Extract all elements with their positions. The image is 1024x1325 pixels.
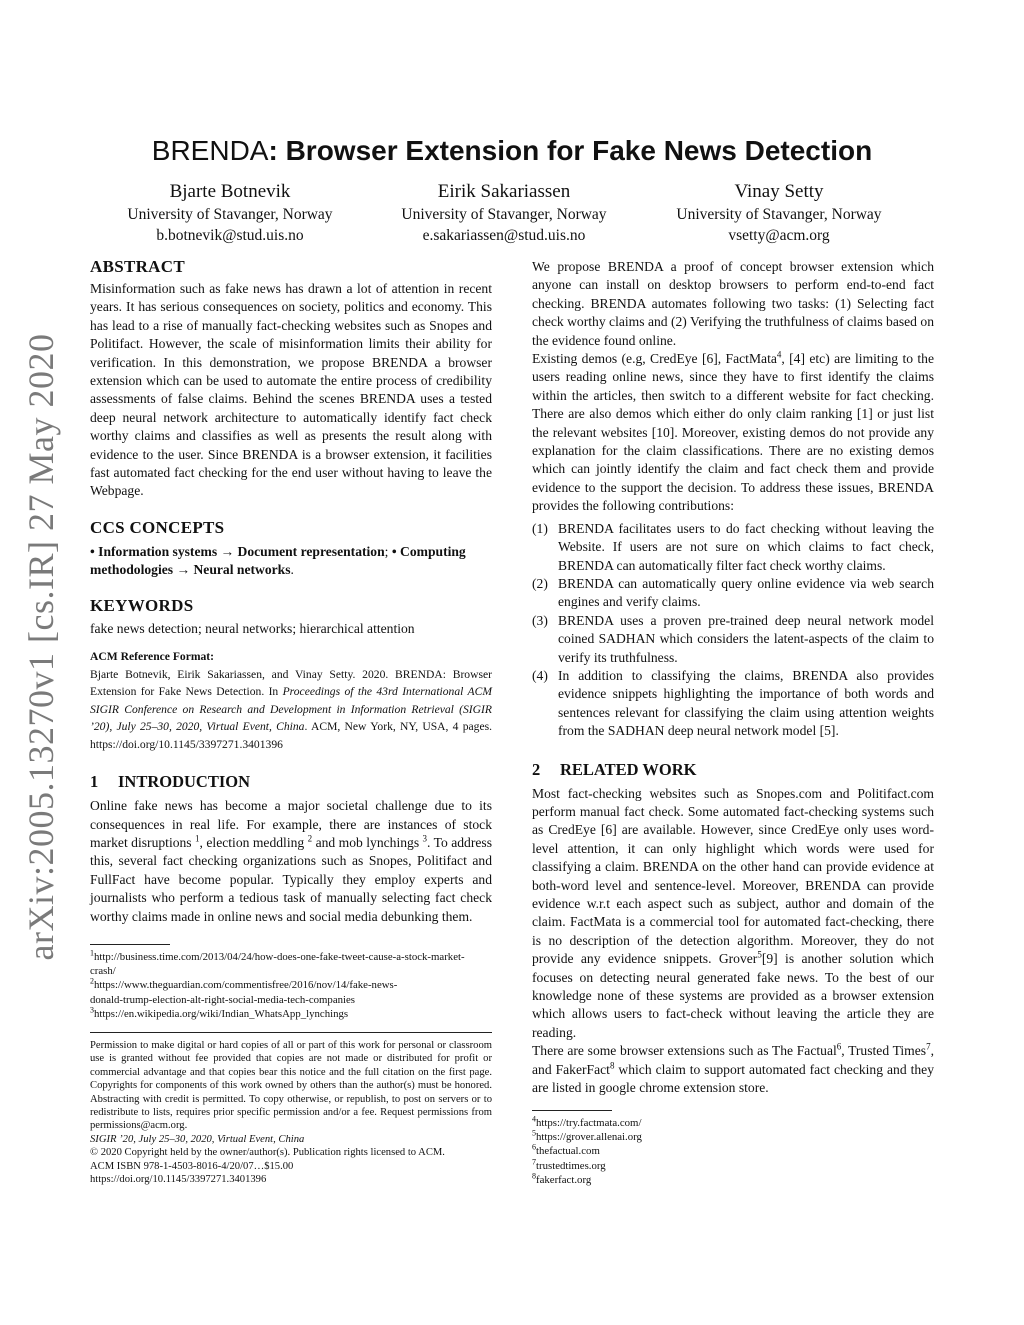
author-block-2 — [354, 180, 654, 246]
permission-isbn: ACM ISBN 978-1-4503-8016-4/20/07…$15.00 — [90, 1160, 294, 1172]
footnote: $^8$fakerfact.org — [532, 1171, 592, 1186]
list-item: (3) BRENDA uses a proven pre-trained deep neural network model coined SADHAN which considers the latent-aspects of the claim to verify its truthfulness. — [532, 612, 934, 665]
footnote: $^6$thefactual.com — [532, 1142, 600, 1158]
intro-paragraph: Online fake news has become a major societal challenge due to its consequences in real life. For example, there are instances of stock market disruptions $^1$, election meddling $^2$ and mob lynchings $^3$. To address this, several fact checking organizations such as Snopes, Politifact and FullFact have become popular. Typically they employ experts and journalists who perform a tedious task of manually selecting fact check worthy claims made in online news and social media debunking them. — [90, 798, 492, 924]
right-footnotes — [532, 1116, 934, 1187]
title-system-name: BRENDA — [151, 135, 269, 166]
list-item: (2) BRENDA can automatically query online evidence via web search engines and verify claims. — [532, 575, 934, 610]
abstract-heading: ABSTRACT — [90, 257, 185, 276]
list-item: (4) In addition to classifying the claims, BRENDA also provides evidence snippets highlighting the importance of both words and sentences relevant for classifying the claim using attention weights from the SADHAN deep neural network model [5]. — [532, 667, 934, 739]
author-affiliation: University of Stavanger, Norway — [127, 206, 333, 223]
right-column — [532, 258, 934, 1097]
permission-rule — [90, 1032, 492, 1033]
ccs-heading: CCS CONCEPTS — [90, 517, 225, 537]
footnote: $^3$https://en.wikipedia.org/wiki/Indian_WhatsApp_lynchings — [90, 1005, 349, 1020]
author-block-1 — [80, 180, 380, 246]
right-paragraph-1: We propose BRENDA a proof of concept browser extension which anyone can install on desktop browsers to perform end-to-end fact checking. BRENDA automates following two tasks: (1) Selecting fact check worthy claims and (2) Verifying the truthfulness of claims based on the evidence found online. — [532, 259, 934, 348]
footnote: $^2$https://www.theguardian.com/commentisfree/2016/nov/14/fake-news-donald-trump-election-alt-right-social-media-tech-companies — [90, 976, 398, 1006]
author-name: Bjarte Botnevik — [169, 181, 291, 202]
left-column — [90, 256, 492, 926]
permission-text: Permission to make digital or hard copies of all or part of this work for personal or classroom use is granted without fee provided that copies are not made or distributed for profit or commercial advantage and that copies bear this notice and the full citation on the first page. Copyrights for components of this work owned by others than the author(s) must be honored. Abstracting with credit is permitted. To copy otherwise, or republish, to post on servers or to redistribute to lists, requires prior specific permission and/or a fee. Request permissions from permissions@acm.org. — [90, 1040, 492, 1132]
author-email: vsetty@acm.org — [728, 227, 830, 244]
footnote: $^7$trustedtimes.org — [532, 1157, 606, 1172]
list-item: (1) BRENDA facilitates users to do fact checking without leaving the Website. If users are not sure on which claims to fact check, BRENDA can automatically filter fact check worthy claims. — [532, 520, 934, 573]
related-paragraph-1: Most fact-checking websites such as Snopes.com and Politifact.com perform manual fact check. Some automated fact-checking systems such as CredEye [6] are available. However, since CredEye only uses word-level attention, it can only highlight which words were used for classifying a claim. BRENDA on the other hand can provide evidence at both-word level and sentence-level. Moreover, BRENDA can provide evidence w.r.t each aspect such as subject, author and domain of the claim. FactMata is a commercial tool for automated fact-checking, there is no description of the detection algorithm. Moreover, they do not provide any evidence snippets. Grover$^5$[9] is another solution which focuses on detecting neural generated fake news. To the best of our knowledge none of these systems are provided as a browser extension which allows users to fact-check without leaving the article they are reading. — [532, 785, 934, 1040]
author-block-3 — [629, 180, 929, 246]
footnote: $^4$https://try.factmata.com/ — [532, 1114, 642, 1129]
arxiv-stamp — [12, 333, 70, 961]
keywords-text: fake news detection; neural networks; hierarchical attention — [90, 620, 415, 636]
footnote-rule — [90, 944, 170, 945]
left-footnotes — [90, 950, 492, 1021]
ccs-concepts: • Information systems → Document representation; • Computing methodologies → Neural networks. — [90, 543, 466, 578]
author-affiliation: University of Stavanger, Norway — [401, 206, 607, 223]
author-affiliation: University of Stavanger, Norway — [676, 206, 882, 223]
footnote: $^1$http://business.time.com/2013/04/24/how-does-one-fake-tweet-cause-a-stock-market-crash/ — [90, 948, 465, 978]
permission-block — [90, 1039, 492, 1186]
title-rest: : Browser Extension for Fake News Detection — [268, 135, 873, 166]
footnote: $^5$https://grover.allenai.org — [532, 1128, 642, 1144]
section-1-heading: 1 INTRODUCTION — [90, 772, 251, 792]
author-email: e.sakariassen@stud.uis.no — [422, 227, 586, 244]
section-2-heading: 2 RELATED WORK — [532, 759, 697, 779]
contributions-list — [532, 520, 934, 741]
arxiv-stamp-text: arXiv:2005.13270v1 [cs.IR] 27 May 2020 — [21, 333, 61, 961]
author-email: b.botnevik@stud.uis.no — [156, 227, 304, 244]
keywords-heading: KEYWORDS — [90, 595, 194, 615]
footnote-rule — [532, 1110, 612, 1111]
author-name: Eirik Sakariassen — [437, 181, 571, 202]
acm-reference-label: ACM Reference Format: — [90, 650, 215, 664]
author-name: Vinay Setty — [734, 181, 824, 202]
paper-title — [0, 134, 1024, 168]
permission-copyright: © 2020 Copyright held by the owner/author(s). Publication rights licensed to ACM. — [90, 1147, 445, 1159]
permission-venue: SIGIR ’20, July 25–30, 2020, Virtual Event, China — [90, 1133, 305, 1145]
permission-doi: https://doi.org/10.1145/3397271.3401396 — [90, 1174, 267, 1186]
related-paragraph-2: There are some browser extensions such as The Factual$^6$, Trusted Times$^7$, and FakerFact$^8$ which claim to support automated fact checking and they are listed in google chrome extension store. — [532, 1041, 934, 1096]
acm-reference: ACM Reference Format: Bjarte Botnevik, Eirik Sakariassen, and Vinay Setty. 2020. BRENDA: Browser Extension for Fake News Detection. In Proceedings of the 43rd International ACM SIGIR Conference on Research and Development in Information Retrieval (SIGIR ’20), July 25–30, 2020, Virtual Event, China. ACM, New York, NY, USA, 4 pages. https://doi.org/10.1145/3397271.3401396 — [90, 650, 492, 751]
right-paragraph-2: Existing demos (e.g, CredEye [6], FactMata$^4$, [4] etc) are limiting to the users reading online news, since they have to first identify the claims within the articles, then switch to a different website for fact checking. There are also demos which either do only claim ranking [1] or just list the relevant websites [10]. Moreover, existing demos do not provide any explanation for the claim classifications. There are no existing demos which can jointly identify the claim and fact check them and provide evidence to the support the decision. To address these issues, BRENDA provides the following contributions: — [532, 349, 934, 514]
abstract-text: Misinformation such as fake news has drawn a lot of attention in recent years. It has serious consequences on society, politics and economy. This has lead to a rise of manually fact-checking websites such as Snopes and Politifact. However, the scale of misinformation limits their ability for verification. In this demonstration, we propose BRENDA a browser extension which can be used to automate the entire process of credibility assessments of false claims. Behind the scenes BRENDA uses a tested deep neural network architecture to automatically identify fact check worthy claims and classifies as well as presents the result along with evidence to the user. Since BRENDA is a browser extension, it facilities fast automated fact checking for the end user without having to leave the Webpage. — [90, 281, 492, 499]
